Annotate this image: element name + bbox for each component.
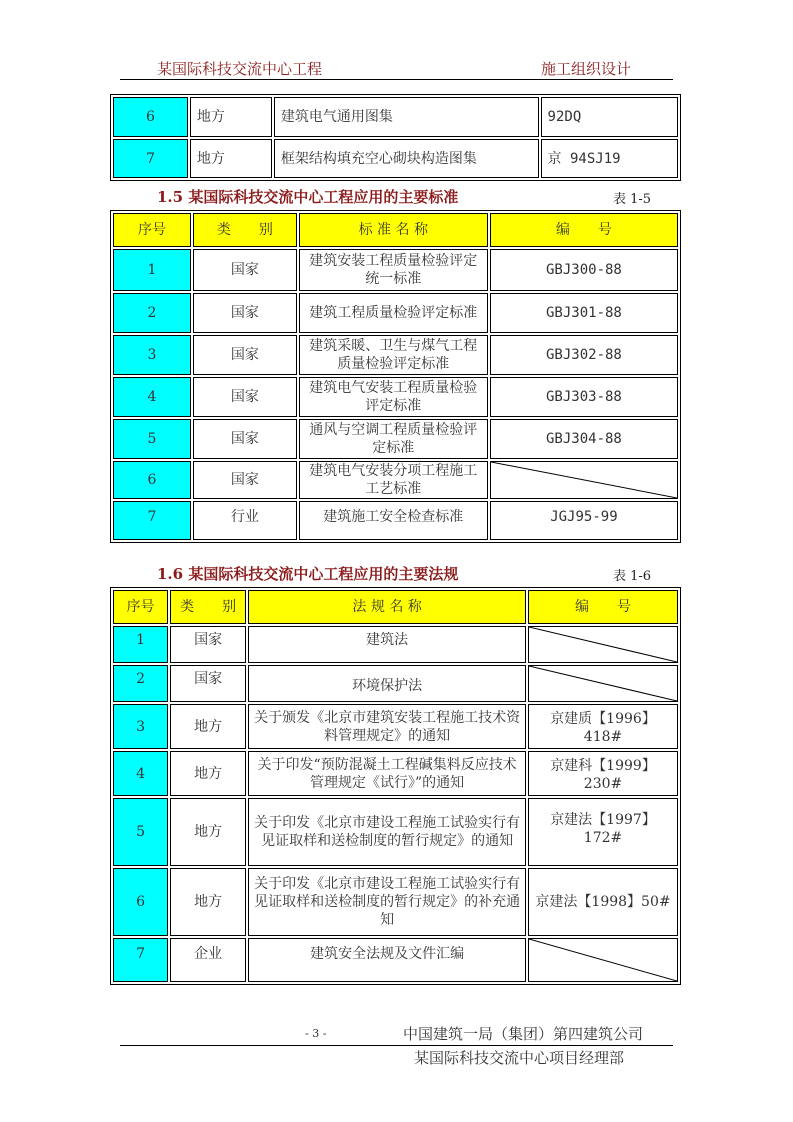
- empty-code-cell-diagonal: [490, 461, 678, 499]
- type-cell: 地方: [170, 868, 246, 936]
- name-cell: 关于颁发《北京市建筑安装工程施工技术资料管理规定》的通知: [248, 704, 526, 749]
- name-cell: 关于印发《北京市建设工程施工试验实行有见证取样和送检制度的暂行规定》的补充通知: [248, 868, 526, 936]
- section-title-1-6: 1.6 某国际科技交流中心工程应用的主要法规: [157, 565, 459, 583]
- table-prev-continuation: [110, 94, 681, 181]
- type-cell: 地方: [190, 97, 272, 137]
- standards-table: [110, 210, 681, 543]
- table-number-1-6: 表 1-6: [613, 569, 652, 584]
- code-cell: 京建科【1999】230#: [528, 751, 678, 796]
- header-code: 编 号: [528, 590, 678, 624]
- code-cell: GBJ303-88: [490, 377, 678, 417]
- footer-company: 中国建筑一局（集团）第四建筑公司: [403, 1025, 644, 1043]
- header-rule: [120, 79, 673, 80]
- name-cell: 建筑电气安装分项工程施工工艺标准: [299, 461, 488, 499]
- code-cell: JGJ95-99: [490, 501, 678, 540]
- table-row: [113, 377, 678, 417]
- code-cell: GBJ301-88: [490, 293, 678, 333]
- code-cell: 京建质【1996】418#: [528, 704, 678, 749]
- name-cell: 通风与空调工程质量检验评定标准: [299, 419, 488, 459]
- header-doc-type: 施工组织设计: [541, 60, 632, 78]
- table-row: [113, 139, 678, 178]
- type-cell: 国家: [193, 461, 297, 499]
- footer-department: 某国际科技交流中心项目经理部: [414, 1049, 625, 1067]
- table-row: [113, 626, 678, 663]
- table-header-row: [113, 213, 678, 247]
- code-cell: GBJ300-88: [490, 249, 678, 291]
- code-cell: GBJ302-88: [490, 335, 678, 375]
- table-row: [113, 665, 678, 702]
- type-cell: 地方: [170, 704, 246, 749]
- section-title-1-5: 1.5 某国际科技交流中心工程应用的主要标准: [157, 188, 459, 206]
- table-row: [113, 97, 678, 137]
- seq-cell: 6: [113, 97, 188, 137]
- type-cell: 国家: [193, 293, 297, 333]
- table-row: [113, 335, 678, 375]
- seq-cell: 6: [113, 461, 191, 499]
- name-cell: 建筑电气通用图集: [274, 97, 539, 137]
- diagonal-slash-icon: [529, 627, 677, 662]
- code-cell: 京建法【1998】50#: [528, 868, 678, 936]
- type-cell: 企业: [170, 938, 246, 982]
- header-project-name: 某国际科技交流中心工程: [157, 60, 323, 78]
- seq-cell: 4: [113, 377, 191, 417]
- name-cell: 建筑电气安装工程质量检验评定标准: [299, 377, 488, 417]
- type-cell: 国家: [193, 377, 297, 417]
- table-row: [113, 704, 678, 749]
- type-cell: 国家: [193, 419, 297, 459]
- code-cell: 京 94SJ19: [541, 139, 678, 178]
- seq-cell: 7: [113, 139, 188, 178]
- diagonal-slash-icon: [491, 462, 677, 498]
- header-code: 编 号: [490, 213, 678, 247]
- code-cell: GBJ304-88: [490, 419, 678, 459]
- regulations-table: [110, 587, 681, 985]
- name-cell: 环境保护法: [248, 665, 526, 702]
- seq-cell: 5: [113, 419, 191, 459]
- seq-cell: 6: [113, 868, 168, 936]
- type-cell: 地方: [170, 798, 246, 866]
- diagonal-slash-icon: [529, 939, 677, 981]
- table-header-row: [113, 590, 678, 624]
- code-cell: 京建法【1997】172#: [528, 798, 678, 866]
- name-cell: 建筑施工安全检查标准: [299, 501, 488, 540]
- table-row: [113, 293, 678, 333]
- code-cell: 92DQ: [541, 97, 678, 137]
- footer-rule: [120, 1045, 673, 1046]
- seq-cell: 2: [113, 665, 168, 702]
- page-number: - 3 -: [305, 1027, 327, 1040]
- seq-cell: 3: [113, 704, 168, 749]
- seq-cell: 7: [113, 938, 168, 982]
- type-cell: 地方: [190, 139, 272, 178]
- header-name: 标 准 名 称: [299, 213, 488, 247]
- header-seq: 序号: [113, 213, 191, 247]
- type-cell: 国家: [170, 626, 246, 663]
- type-cell: 地方: [170, 751, 246, 796]
- header-name: 法 规 名 称: [248, 590, 526, 624]
- name-cell: 建筑法: [248, 626, 526, 663]
- table-row: [113, 798, 678, 866]
- table-row: [113, 249, 678, 291]
- table-row: [113, 938, 678, 982]
- seq-cell: 1: [113, 626, 168, 663]
- name-cell: 框架结构填充空心砌块构造图集: [274, 139, 539, 178]
- seq-cell: 3: [113, 335, 191, 375]
- type-cell: 国家: [170, 665, 246, 702]
- seq-cell: 5: [113, 798, 168, 866]
- type-cell: 行业: [193, 501, 297, 540]
- name-cell: 建筑安全法规及文件汇编: [248, 938, 526, 982]
- diagonal-slash-icon: [529, 666, 677, 701]
- table-row: [113, 461, 678, 499]
- name-cell: 关于印发《北京市建设工程施工试验实行有见证取样和送检制度的暂行规定》的通知: [248, 798, 526, 866]
- seq-cell: 4: [113, 751, 168, 796]
- header-type: 类 别: [193, 213, 297, 247]
- header-seq: 序号: [113, 590, 168, 624]
- name-cell: 建筑采暖、卫生与煤气工程质量检验评定标准: [299, 335, 488, 375]
- table-number-1-5: 表 1-5: [613, 192, 652, 207]
- name-cell: 建筑工程质量检验评定标准: [299, 293, 488, 333]
- empty-code-cell-diagonal: [528, 665, 678, 702]
- empty-code-cell-diagonal: [528, 938, 678, 982]
- header-type: 类 别: [170, 590, 246, 624]
- table-row: [113, 501, 678, 540]
- type-cell: 国家: [193, 249, 297, 291]
- empty-code-cell-diagonal: [528, 626, 678, 663]
- seq-cell: 7: [113, 501, 191, 540]
- name-cell: 关于印发“预防混凝土工程碱集料反应技术管理规定《试行》”的通知: [248, 751, 526, 796]
- table-row: [113, 868, 678, 936]
- name-cell: 建筑安装工程质量检验评定统一标准: [299, 249, 488, 291]
- table-row: [113, 751, 678, 796]
- type-cell: 国家: [193, 335, 297, 375]
- seq-cell: 1: [113, 249, 191, 291]
- seq-cell: 2: [113, 293, 191, 333]
- table-row: [113, 419, 678, 459]
